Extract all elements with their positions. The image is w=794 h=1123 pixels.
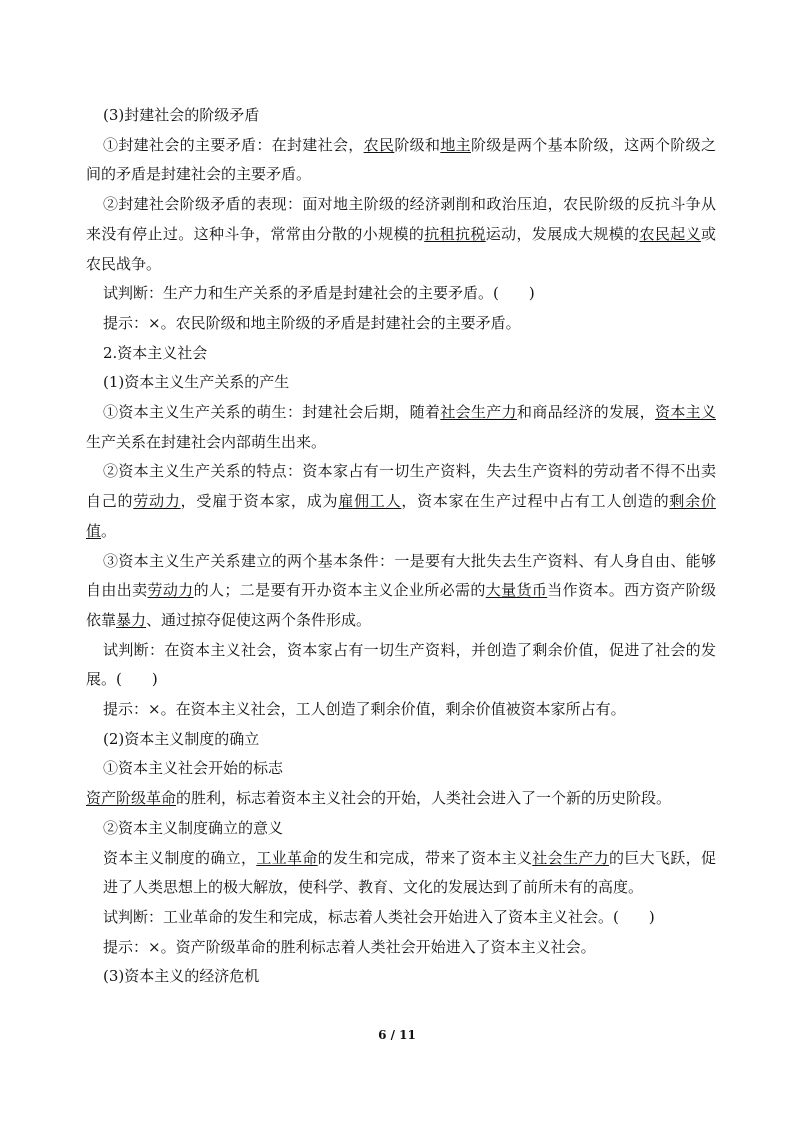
page-number: 6 / 11: [378, 1028, 416, 1042]
paragraph: ①封建社会的主要矛盾：在封建社会，农民阶级和地主阶级是两个基本阶级，这两个阶级之间的矛盾是封建社会的主要矛盾。: [86, 135, 716, 184]
answer-hint: 提示：×。农民阶级和地主阶级的矛盾是封建社会的主要矛盾。: [103, 313, 521, 332]
subsection-heading: ②资本主义制度确立的意义: [103, 818, 284, 837]
paragraph: ①资本主义生产关系的萌生：封建社会后期，随着社会生产力和商品经济的发展，资本主义生产关系在封建社会内部萌生出来。: [86, 403, 716, 451]
underlined-term: 雇佣工人: [338, 492, 402, 511]
underlined-term: 农民起义: [639, 224, 701, 243]
underlined-term: 社会生产力: [440, 403, 517, 422]
answer-hint: 提示：×。在资本主义社会，工人创造了剩余价值，剩余价值被资本家所占有。: [103, 700, 626, 719]
paragraph: 资本主义制度的确立，工业革命的发生和完成，带来了资本主义社会生产力的巨大飞跃，促进了人类思想上的极大解放，使科学、教育、文化的发展达到了前所未有的高度。: [103, 848, 716, 897]
document-body: [86, 101, 716, 992]
section-heading: 2.资本主义社会: [103, 343, 208, 362]
judgement-question: 试判断：工业革命的发生和完成，标志着人类社会开始进入了资本主义社会。( ): [103, 907, 655, 926]
underlined-term: 暴力: [116, 610, 147, 629]
section-heading: (1)资本主义生产关系的产生: [103, 373, 290, 392]
subsection-heading: ①资本主义社会开始的标志: [103, 759, 284, 778]
underlined-term: 社会生产力: [532, 848, 609, 867]
paragraph: ②封建社会阶级矛盾的表现：面对地主阶级的经济剥削和政治压迫，农民阶级的反抗斗争从来没有停止过。这种斗争，常常由分散的小规模的抗租抗税运动，发展成大规模的农民起义或农民战争。: [86, 195, 716, 273]
underlined-term: 剩余价值: [86, 492, 716, 540]
underlined-term: 资本主义: [654, 403, 716, 422]
judgement-question: 试判断：生产力和生产关系的矛盾是封建社会的主要矛盾。( ): [103, 284, 535, 303]
underlined-term: 劳动力: [133, 492, 181, 511]
underlined-term: 大量货币: [485, 581, 548, 600]
answer-hint: 提示：×。资产阶级革命的胜利标志着人类社会开始进入了资本主义社会。: [103, 937, 596, 956]
underlined-term: 工业革命: [256, 848, 318, 867]
judgement-question: 试判断：在资本主义社会，资本家占有一切生产资料，并创造了剩余价值，促进了社会的发展。( ): [86, 640, 716, 689]
section-heading: (3)封建社会的阶级矛盾: [103, 106, 260, 124]
underlined-term: 农民: [363, 135, 395, 154]
section-heading: (2)资本主义制度的确立: [103, 729, 260, 748]
paragraph: ③资本主义生产关系建立的两个基本条件：一是要有大批失去生产资料、有人身自由、能够自由出卖劳动力的人；二是要有开办资本主义企业所必需的大量货币当作资本。西方资产阶级依靠暴力、通过掠夺促使这两个条件形成。: [86, 551, 716, 629]
paragraph: ②资本主义生产关系的特点：资本家占有一切生产资料，失去生产资料的劳动者不得不出卖自己的劳动力，受雇于资本家，成为雇佣工人，资本家在生产过程中占有工人创造的剩余价值。: [86, 462, 716, 540]
underlined-term: 抗租抗税: [424, 224, 486, 243]
paragraph: 资产阶级革命的胜利，标志着资本主义社会的开始，人类社会进入了一个新的历史阶段。: [86, 789, 672, 808]
underlined-term: 资产阶级革命: [86, 789, 177, 808]
underlined-term: 地主: [440, 135, 471, 154]
underlined-term: 劳动力: [147, 581, 194, 600]
section-heading: (3)资本主义的经济危机: [103, 967, 260, 986]
